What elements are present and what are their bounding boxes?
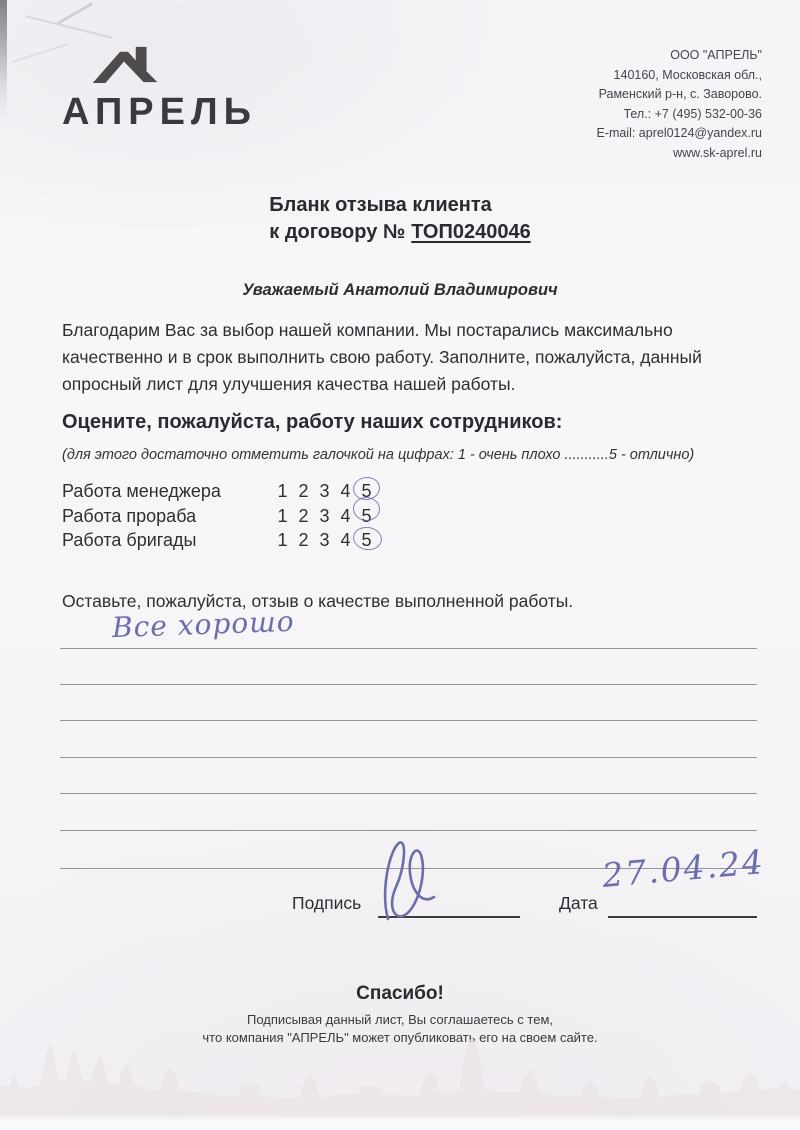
rating-option-5-selected: 5 (361, 530, 372, 550)
rating-option-4: 4 (340, 505, 351, 526)
rating-option-3: 3 (319, 481, 330, 501)
ruled-line (60, 720, 757, 721)
handwritten-signature (372, 833, 450, 923)
company-contact-block (596, 46, 762, 163)
ratings-table (62, 481, 462, 555)
form-title-line1: Бланк отзыва клиента (269, 194, 492, 216)
roof-with-chimney-icon (90, 40, 160, 85)
ratings-instruction: (для этого достаточно отметить галочкой на цифрах: 1 - очень плохо ...........5 - отлично) (62, 447, 695, 463)
rating-option-2: 2 (298, 481, 309, 501)
rating-option-4: 4 (340, 530, 351, 550)
rating-row-crew (62, 530, 462, 555)
ruled-line (60, 648, 757, 649)
ruled-line (60, 830, 757, 831)
company-phone: Тел.: +7 (495) 532-00-36 (623, 106, 762, 121)
scan-edge-shadow (0, 0, 7, 120)
rating-row-manager (62, 481, 462, 506)
company-logo (62, 40, 257, 134)
rating-option-1: 1 (277, 481, 288, 501)
rating-option-1: 1 (277, 530, 288, 550)
form-title-block (0, 192, 800, 246)
date-label: Дата (559, 893, 598, 913)
rating-option-2: 2 (298, 505, 309, 526)
company-email: E-mail: aprel0124@yandex.ru (596, 126, 762, 140)
rating-row-foreman (62, 506, 462, 531)
ruled-line (60, 793, 757, 794)
intro-paragraph: Благодарим Вас за выбор нашей компании. Мы постарались максимально качественно и в срок выполнить свою работу. Заполните, пожалуйста, данный опросный лист для улучшения качества нашей работы. (62, 320, 702, 394)
signature-label: Подпись (292, 893, 362, 913)
date-line (608, 916, 757, 918)
rating-option-1: 1 (277, 505, 288, 526)
rating-label: Работа прораба (62, 505, 197, 526)
rating-option-4: 4 (340, 481, 351, 501)
rating-option-3: 3 (319, 530, 330, 550)
consent-line2: что компания "АПРЕЛЬ" может опубликовать его на своем сайте. (202, 1030, 598, 1045)
moscow-skyline-watermark (0, 1028, 800, 1118)
scan-bottom-fade (0, 1114, 800, 1130)
contract-prefix: к договору № (269, 221, 406, 243)
rating-label: Работа менеджера (62, 481, 221, 501)
company-address-line2: Раменский р-н, с. Заворово. (598, 87, 762, 101)
ratings-heading: Оцените, пожалуйста, работу наших сотрудников: (62, 411, 563, 433)
consent-line1: Подписывая данный лист, Вы соглашаетесь с тем, (247, 1012, 553, 1027)
rating-option-5-selected: 5 (361, 481, 372, 501)
form-title-line2 (269, 219, 530, 246)
rating-option-5-selected: 5 (361, 505, 372, 526)
client-greeting: Уважаемый Анатолий Владимирович (242, 281, 558, 299)
thanks-text: Спасибо! (356, 983, 444, 1004)
handwritten-date: 27.04.24 (600, 841, 767, 896)
handwritten-feedback: Все хорошо (111, 604, 296, 645)
company-name: ООО "АПРЕЛЬ" (670, 48, 762, 62)
rating-option-2: 2 (298, 530, 309, 550)
paper-crease (57, 2, 93, 25)
feedback-prompt: Оставьте, пожалуйста, отзыв о качестве выполненной работы. (62, 591, 574, 611)
paper-crease (11, 43, 69, 63)
contract-number: ТОП0240046 (411, 221, 531, 243)
rating-label: Работа бригады (62, 530, 197, 550)
company-website: www.sk-aprel.ru (673, 145, 762, 160)
ruled-line (60, 684, 757, 685)
company-address-line1: 140160, Московская обл., (613, 67, 762, 82)
logo-wordmark: АПРЕЛЬ (62, 91, 257, 133)
ruled-line (60, 757, 757, 758)
rating-option-3: 3 (319, 505, 330, 526)
